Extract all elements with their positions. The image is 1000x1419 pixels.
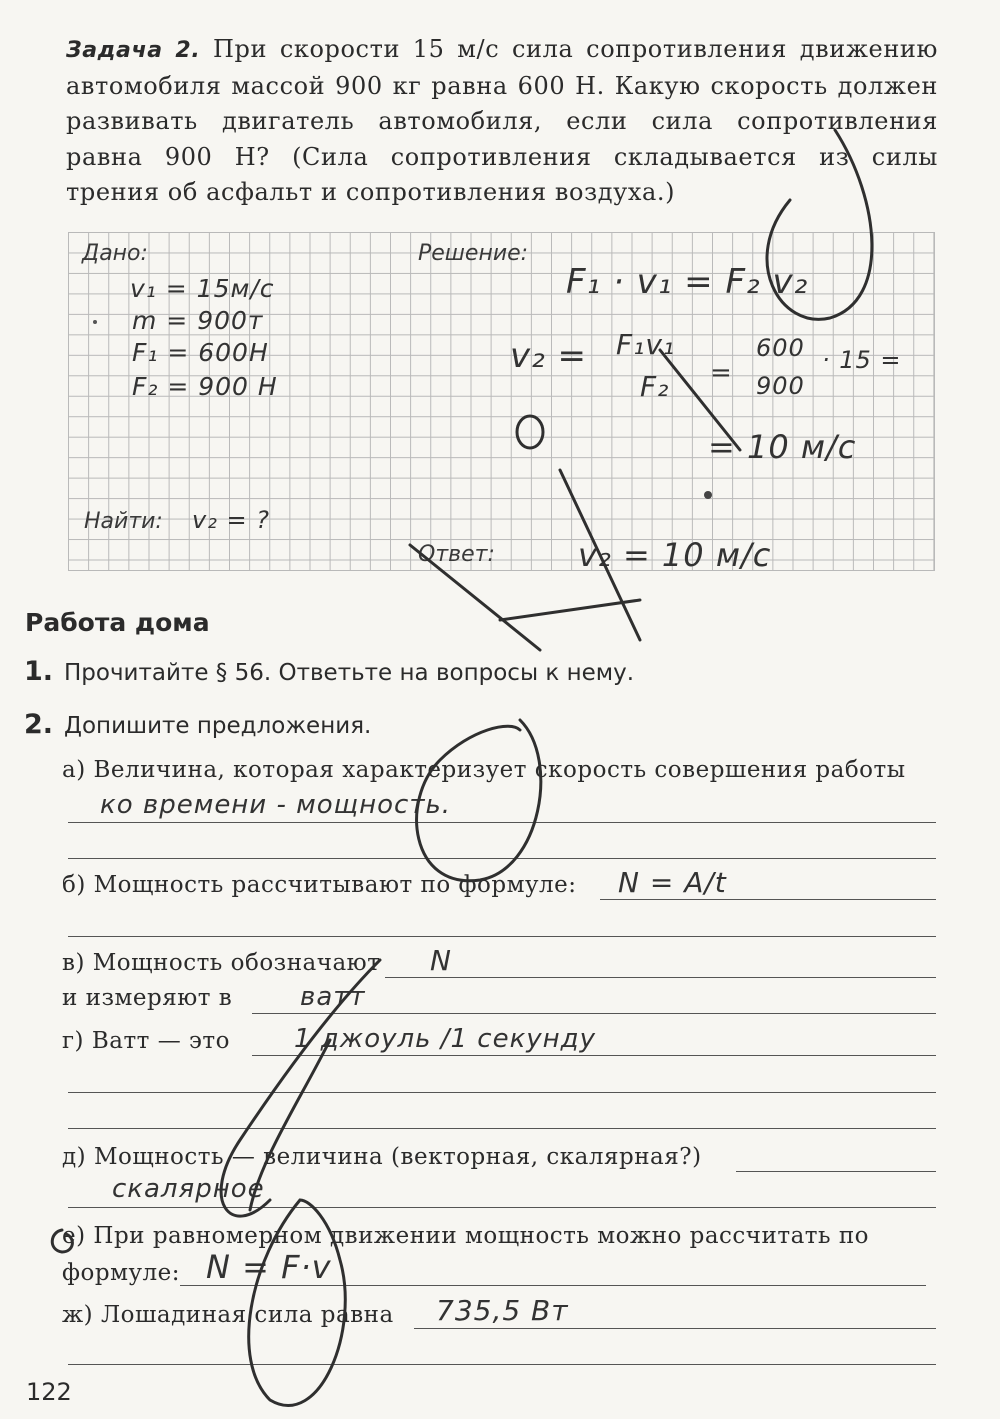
answer-a: ко времени - мощность. <box>100 790 452 820</box>
solution-numerator2: 600 <box>756 334 805 362</box>
answer-line <box>252 1055 936 1056</box>
solution-label: Решение: <box>418 241 529 266</box>
answer-line <box>68 822 936 823</box>
answer-label: Ответ: <box>418 542 495 567</box>
given-v1: v₁ = 15м/с <box>130 274 275 303</box>
homework-heading: Работа дома <box>25 608 210 637</box>
question-a: а) Величина, которая характеризует скорость совершения работы <box>62 757 906 783</box>
answer-line <box>180 1285 926 1286</box>
question-e2: формуле: <box>62 1260 180 1286</box>
question-v: в) Мощность обозначают <box>62 950 381 976</box>
given-f1: F₁ = 600Н <box>132 338 269 367</box>
answer-g: 1 джоуль /1 секунду <box>294 1024 597 1054</box>
answer-line <box>68 1092 936 1093</box>
question-b: б) Мощность рассчитывают по формуле: <box>62 872 577 898</box>
answer-e: N = F·v <box>206 1248 332 1286</box>
answer-value: v₂ = 10 м/с <box>578 536 772 574</box>
solution-equals: = <box>710 358 733 388</box>
task-text <box>66 32 938 211</box>
answer-line <box>252 1013 936 1014</box>
solution-tail: · 15 = <box>822 346 902 374</box>
answer-line <box>385 977 936 978</box>
solution-denominator2: 900 <box>756 372 805 400</box>
item1-text: Прочитайте § 56. Ответьте на вопросы к нему. <box>64 660 635 686</box>
solution-v2: v₂ = <box>510 336 588 376</box>
answer-line <box>68 1207 936 1208</box>
given-m: m = 900т <box>132 306 264 335</box>
answer-v: N <box>430 944 452 977</box>
question-v2: и измеряют в <box>62 985 233 1011</box>
answer-line <box>414 1328 936 1329</box>
page-number: 122 <box>26 1378 72 1406</box>
item2-text: Допишите предложения. <box>64 713 372 739</box>
question-zh: ж) Лошадиная сила равна <box>62 1302 394 1328</box>
answer-zh: 735,5 Вт <box>436 1294 569 1327</box>
answer-line <box>736 1171 936 1172</box>
answer-line <box>68 1364 936 1365</box>
answer-line <box>68 1128 936 1129</box>
answer-line <box>600 899 936 900</box>
solution-numerator: F₁v₁ <box>616 328 676 361</box>
answer-v2: ватт <box>300 982 366 1012</box>
answer-line <box>68 858 936 859</box>
answer-line <box>68 936 936 937</box>
given-label: Дано: <box>82 241 148 266</box>
answer-b: N = A/t <box>618 866 727 899</box>
item2-number: 2. <box>24 709 54 740</box>
answer-d: скалярное <box>112 1174 265 1204</box>
question-d: д) Мощность — величина (векторная, скалярная?) <box>62 1144 702 1170</box>
item1-number: 1. <box>24 656 54 687</box>
question-g: г) Ватт — это <box>62 1028 230 1054</box>
given-f2: F₂ = 900 Н <box>132 372 278 401</box>
question-e: е) При равномерном движении мощность можно рассчитать по <box>62 1223 870 1249</box>
task-body: При скорости 15 м/с сила сопротивления движению автомобиля массой 900 кг равна 600 Н. Какую скорость должен развивать двигатель автомобиля, если сила сопротивления равна 900 Н? (Сила сопротивления складывается из силы трения об асфальт и сопротивления воздуха.) <box>66 35 939 206</box>
solution-line1: F₁ · v₁ = F₂ v₂ <box>566 262 809 302</box>
solution-result: = 10 м/с <box>708 428 857 466</box>
find-value: v₂ = ? <box>192 506 270 534</box>
solution-denominator: F₂ <box>640 370 670 403</box>
find-label: Найти: <box>84 509 163 534</box>
task-label: Задача 2. <box>66 38 201 63</box>
